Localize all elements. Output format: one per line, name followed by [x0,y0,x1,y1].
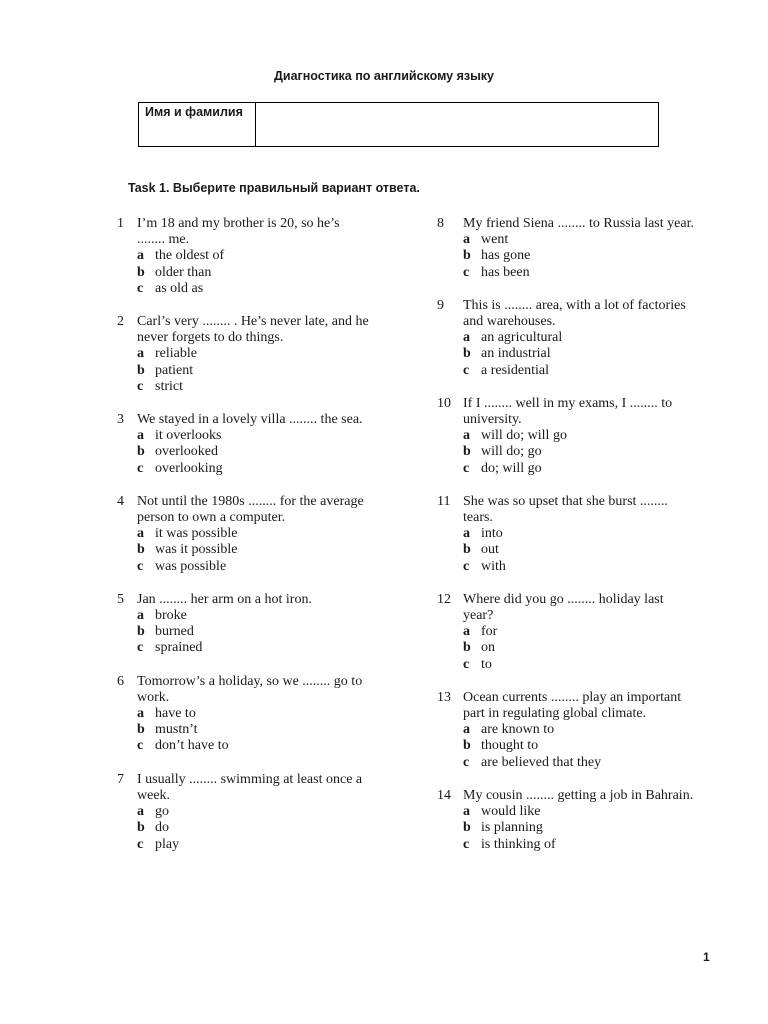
option-letter: a [463,428,470,444]
answer-option[interactable] [437,428,727,444]
question-number: 1 [117,216,124,231]
option-letter: c [463,558,470,574]
option-text: go [155,804,169,820]
option-text: burned [155,624,194,640]
option-letter: c [137,836,144,852]
question-number-spacer [117,510,137,526]
question-number-spacer [117,232,137,248]
option-letter: c [137,738,144,754]
answer-option[interactable] [117,837,402,853]
option-letter: a [463,722,470,738]
answer-option[interactable] [117,804,402,820]
question-4 [117,494,402,575]
answer-option[interactable] [117,265,402,281]
question-number-spacer [117,690,137,706]
answer-option[interactable] [437,837,727,853]
question-text: Not until the 1980s ........ for the average [137,493,364,509]
option-text: has gone [481,248,531,264]
option-letter: c [137,558,144,574]
question-text: year? [463,608,494,624]
question-number: 2 [117,314,124,330]
question-number-spacer [437,608,463,624]
option-text: for [481,624,498,640]
question-text: My cousin ........ getting a job in Bahrain. [463,787,694,803]
option-letter: a [137,804,144,820]
option-text: is planning [481,820,543,836]
option-letter: c [463,836,470,852]
option-text: to [481,656,492,672]
option-letter: b [463,248,471,264]
question-13 [437,690,727,771]
question-1 [117,216,402,297]
option-letter: b [463,444,471,460]
option-text: thought to [481,738,539,754]
option-text: mustn’t [155,722,198,738]
question-line [117,788,402,804]
question-text: Carl’s very ........ . He’s never late, and he [137,314,369,330]
question-line [117,216,402,232]
option-letter: b [137,444,145,460]
answer-option[interactable] [437,542,727,558]
answer-option[interactable] [117,461,402,477]
answer-option[interactable] [437,526,727,542]
option-text: with [481,558,506,574]
answer-option[interactable] [117,559,402,575]
question-number: 8 [437,216,444,231]
question-number: 10 [437,395,451,411]
question-text: Where did you go ........ holiday last [463,591,664,607]
option-text: do [155,820,169,836]
question-11 [437,494,727,575]
question-text: tears. [463,510,493,526]
answer-option[interactable] [117,444,402,460]
option-text: as old as [155,280,204,296]
option-letter: b [137,542,145,558]
question-text: week. [137,787,171,803]
option-text: out [481,542,499,558]
option-text: would like [481,804,541,820]
option-letter: a [137,608,144,624]
option-letter: b [137,722,145,738]
question-line [117,412,402,428]
question-text: university. [463,412,522,428]
answer-option[interactable] [437,657,727,673]
option-letter: b [137,362,145,378]
answer-option[interactable] [117,346,402,362]
option-text: went [481,232,509,248]
answer-option[interactable] [437,248,727,264]
option-letter: a [137,346,144,362]
answer-option[interactable] [117,363,402,379]
answer-option[interactable] [117,608,402,624]
question-text: Ocean currents ........ play an important [463,689,682,705]
answer-option[interactable] [437,804,727,820]
option-text: sprained [155,640,203,656]
option-text: strict [155,378,183,394]
question-6 [117,674,402,755]
option-letter: b [463,640,471,656]
question-8 [437,216,727,281]
option-text: it overlooks [155,428,222,444]
answer-option[interactable] [437,346,727,362]
question-line [437,494,727,510]
name-table [138,102,659,147]
question-text: ........ me. [137,232,190,248]
option-letter: c [137,378,144,394]
question-line [437,412,727,428]
question-text: My friend Siena ........ to Russia last year. [463,216,694,231]
question-line [117,772,402,788]
option-letter: c [137,460,144,476]
question-number: 14 [437,787,451,803]
option-text: play [155,836,180,852]
option-text: a residential [481,362,550,378]
option-text: into [481,526,503,542]
answer-option[interactable] [117,820,402,836]
option-text: have to [155,706,196,722]
option-text: overlooked [155,444,218,460]
option-text: will do; go [481,444,542,460]
option-letter: b [463,820,471,836]
questions-right-column [437,216,727,853]
option-letter: a [137,526,144,542]
option-letter: a [137,706,144,722]
question-number: 13 [437,689,451,705]
question-line [117,232,402,248]
option-letter: c [137,280,144,296]
option-text: overlooking [155,460,223,476]
option-letter: a [463,232,470,248]
option-text: are known to [481,722,555,738]
answer-option[interactable] [117,706,402,722]
question-12 [437,592,727,673]
answer-option[interactable] [117,640,402,656]
option-letter: c [463,656,470,672]
question-text: person to own a computer. [137,510,286,526]
question-number: 4 [117,493,124,509]
question-line [117,592,402,608]
question-number: 12 [437,591,451,607]
question-line [437,706,727,722]
question-text: and warehouses. [463,314,556,330]
question-text: never forgets to do things. [137,330,284,346]
option-letter: b [463,346,471,362]
question-3 [117,412,402,477]
question-number: 6 [117,673,124,689]
question-number: 3 [117,412,124,428]
option-letter: a [463,330,470,346]
question-number: 9 [437,297,444,313]
question-number-spacer [117,788,137,804]
option-text: was it possible [155,542,238,558]
answer-option[interactable] [437,559,727,575]
question-line [437,592,727,608]
answer-option[interactable] [437,461,727,477]
option-text: patient [155,362,194,378]
question-line [437,298,727,314]
answer-option[interactable] [117,542,402,558]
document-title: Диагностика по английскому языку [274,69,494,83]
question-number: 7 [117,771,124,787]
question-text: part in regulating global climate. [463,706,647,722]
option-letter: a [463,624,470,640]
answer-option[interactable] [117,738,402,754]
answer-option[interactable] [437,444,727,460]
option-letter: a [137,428,144,444]
option-text: has been [481,264,530,280]
question-text: work. [137,689,170,705]
question-line [437,510,727,526]
question-number-spacer [437,314,463,330]
answer-option[interactable] [437,738,727,754]
answer-option[interactable] [117,428,402,444]
question-number-spacer [117,330,137,346]
answer-option[interactable] [437,640,727,656]
option-letter: a [463,526,470,542]
question-line [437,690,727,706]
questions-left-column [117,216,402,853]
question-number: 5 [117,591,124,607]
question-line [117,314,402,330]
name-label: Имя и фамилия [139,103,256,146]
option-text: an agricultural [481,330,563,346]
option-letter: a [137,248,144,264]
answer-option[interactable] [117,624,402,640]
option-letter: c [463,264,470,280]
question-text: This is ........ area, with a lot of factories [463,297,686,313]
answer-option[interactable] [437,722,727,738]
question-text: I’m 18 and my brother is 20, so he’s [137,216,340,231]
question-line [117,330,402,346]
answer-option[interactable] [437,330,727,346]
question-5 [117,592,402,657]
option-letter: b [463,738,471,754]
option-text: are believed that they [481,754,602,770]
question-text: I usually ........ swimming at least once a [137,771,363,787]
answer-option[interactable] [437,820,727,836]
option-letter: c [463,362,470,378]
question-14 [437,788,727,853]
option-letter: a [463,804,470,820]
option-text: the oldest of [155,248,225,264]
answer-option[interactable] [437,363,727,379]
option-letter: b [463,542,471,558]
question-line [117,510,402,526]
option-text: do; will go [481,460,542,476]
question-text: If I ........ well in my exams, I ........ to [463,395,673,411]
option-letter: c [137,640,144,656]
question-line [437,314,727,330]
page-number: 1 [703,950,710,964]
question-text: She was so upset that she burst ........ [463,493,668,509]
answer-option[interactable] [437,624,727,640]
task-heading: Task 1. Выберите правильный вариант ответа. [128,181,420,195]
question-line [117,674,402,690]
answer-option[interactable] [437,265,727,281]
name-field[interactable] [256,103,658,146]
question-number-spacer [437,412,463,428]
option-text: it was possible [155,526,238,542]
answer-option[interactable] [117,281,402,297]
option-text: don’t have to [155,738,229,754]
question-line [437,216,727,232]
option-text: is thinking of [481,836,556,852]
option-letter: b [137,264,145,280]
question-text: Tomorrow’s a holiday, so we ........ go to [137,673,363,689]
option-text: will do; will go [481,428,567,444]
answer-option[interactable] [117,248,402,264]
question-line [437,608,727,624]
question-line [117,494,402,510]
option-text: on [481,640,495,656]
answer-option[interactable] [117,526,402,542]
option-text: broke [155,608,187,624]
option-letter: b [137,624,145,640]
answer-option[interactable] [437,232,727,248]
question-line [437,396,727,412]
option-text: reliable [155,346,197,362]
option-text: older than [155,264,212,280]
option-letter: c [463,460,470,476]
option-letter: c [463,754,470,770]
question-number: 11 [437,493,451,509]
option-letter: b [137,820,145,836]
question-number-spacer [437,706,463,722]
question-text: Jan ........ her arm on a hot iron. [137,591,312,607]
option-text: an industrial [481,346,551,362]
question-text: We stayed in a lovely villa ........ the sea. [137,412,363,428]
question-number-spacer [437,510,463,526]
option-text: was possible [155,558,227,574]
answer-option[interactable] [117,379,402,395]
answer-option[interactable] [117,722,402,738]
question-line [117,690,402,706]
question-line [437,788,727,804]
question-2 [117,314,402,395]
question-10 [437,396,727,477]
question-9 [437,298,727,379]
answer-option[interactable] [437,755,727,771]
question-7 [117,772,402,853]
